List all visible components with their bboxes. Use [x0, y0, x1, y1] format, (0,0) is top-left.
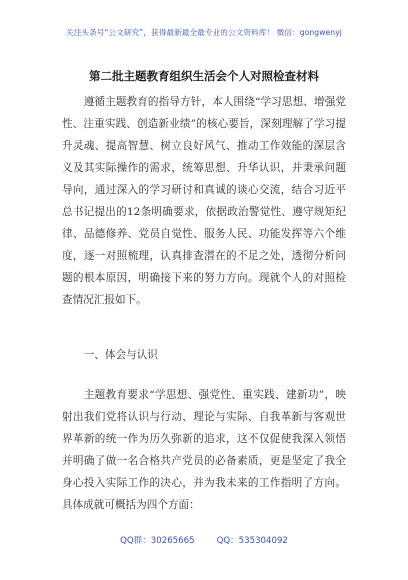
document-title: 第二批主题教育组织生活会个人对照检查材料	[89, 69, 319, 83]
footer	[0, 534, 408, 546]
paragraph-body: 主题教育要求“学思想、强党性、重实践、建新功”，映射出我们党将认识与行动、理论与实际、自我革新与客观世界革新的统一作为历久弥新的追求，这不仅促使我深入领悟并明确了做一名合格共产党员的必备素质，更是坚定了我全身心投入实际工作的决心，并为我未来的工作指明了方向。具体成就可概括为四个方面：	[62, 389, 346, 511]
header-promo-text: 关注头条号“公文研究”，获得最新最全最专业的公文资料库！ 微信：gongwenyj	[66, 28, 342, 37]
footer-qq-group: QQ群：30265665	[120, 536, 195, 546]
section-heading: 一、体会与认识	[83, 349, 158, 361]
footer-qq: QQ：535304092	[216, 536, 288, 546]
paragraph-intro: 遵循主题教育的指导方针，本人围绕“学习思想、增强党性、注重实践、创造新业绩”的核心要旨，深刻理解了学习提升灵魂、提高智慧、树立良好风气、推动工作效能的深层含义及其实际操作的需求，统筹思想、升华认识，并秉承问题导向，通过深入的学习研讨和真诚的谈心交流，结合习近平总书记提出的12条明确要求，依据政治警觉性、遵守规矩纪律、品德修养、党员自觉性、服务人民、功能发挥等六个维度，逐一对照梳理，认真排查潜在的不足之处，透彻分析问题的根本原因，明确接下来的努力方向。现就个人的对照检查情况汇报如下。	[62, 96, 346, 306]
